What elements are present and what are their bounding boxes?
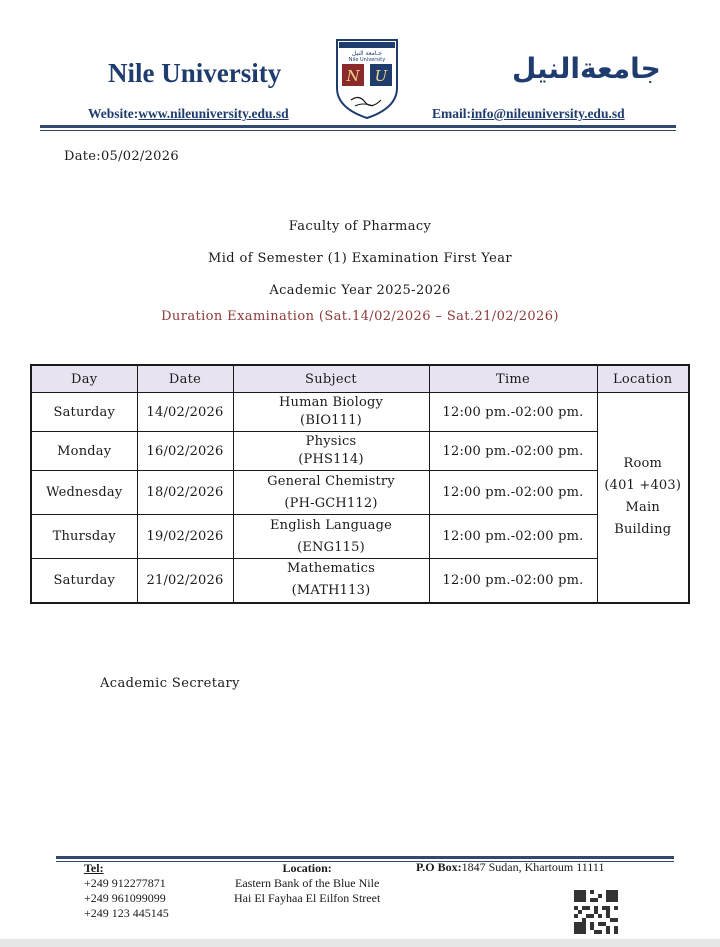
footer-location-block [234, 861, 380, 906]
academic-secretary-signature: Academic Secretary [100, 676, 240, 691]
header-time: Time [429, 365, 597, 393]
location-line: Room [623, 456, 663, 472]
subject-name: Physics [305, 434, 357, 449]
university-name-en: Nile University [108, 58, 282, 88]
phone-number: +249 961099099 [84, 891, 166, 905]
email-label: Email: [432, 106, 471, 121]
exam-duration: Duration Examination (Sat.14/02/2026 – Sat.21/02/2026) [161, 309, 559, 324]
cell-date: 18/02/2026 [137, 471, 233, 515]
email-line [432, 106, 625, 122]
cell-subject [233, 559, 429, 603]
cell-time: 12:00 pm.-02:00 pm. [429, 471, 597, 515]
crest-arabic-text: جـامعة النيل [351, 50, 383, 57]
subject-code: (MATH113) [291, 583, 371, 599]
university-crest-logo [333, 36, 401, 120]
website-link[interactable]: www.nileuniversity.edu.sd [138, 106, 289, 121]
website-label: Website: [88, 106, 139, 121]
pobox-label: P.O Box: [416, 860, 462, 874]
cell-day: Saturday [31, 393, 137, 432]
exam-schedule-table [30, 364, 690, 604]
cell-time: 12:00 pm.-02:00 pm. [429, 559, 597, 603]
cell-day: Thursday [31, 515, 137, 559]
table-row [31, 559, 689, 603]
footer-divider [56, 856, 674, 859]
location-address-line: Hai El Fayhaa El Eilfon Street [234, 891, 381, 905]
table-row [31, 393, 689, 432]
cell-time: 12:00 pm.-02:00 pm. [429, 432, 597, 471]
subject-code: (BIO111) [300, 413, 362, 428]
document-date: Date:05/02/2026 [64, 149, 179, 164]
cell-day: Monday [31, 432, 137, 471]
cell-date: 19/02/2026 [137, 515, 233, 559]
cell-date: 14/02/2026 [137, 393, 233, 432]
cell-subject [233, 432, 429, 471]
university-name-ar: جامعةالنيل [512, 52, 661, 85]
tel-label: Tel: [84, 861, 104, 875]
subject-name: English Language [269, 517, 393, 533]
academic-year: Academic Year 2025-2026 [269, 283, 451, 298]
location-address-line: Eastern Bank of the Blue Nile [235, 876, 380, 890]
cell-day: Saturday [31, 559, 137, 603]
exam-title: Mid of Semester (1) Examination First Year [207, 251, 513, 266]
subject-code: (PH-GCH112) [284, 495, 378, 511]
crest-english-text: Nile University [348, 57, 386, 63]
header-date: Date [137, 365, 233, 393]
location-line: Building [614, 522, 672, 538]
crest-letter-u: U [374, 67, 388, 85]
cell-date: 21/02/2026 [137, 559, 233, 603]
subject-name: Human Biology [278, 395, 384, 410]
website-line [88, 106, 289, 122]
table-row [31, 432, 689, 471]
bottom-edge-strip [0, 939, 720, 947]
header-subject: Subject [233, 365, 429, 393]
header-divider [40, 125, 676, 128]
footer-pobox [416, 860, 604, 875]
cell-location [597, 393, 689, 603]
header-day: Day [31, 365, 137, 393]
location-line: Main [625, 500, 660, 516]
phone-number: +249 912277871 [84, 876, 166, 890]
cell-subject [233, 471, 429, 515]
subject-name: Mathematics [287, 561, 375, 577]
table-row [31, 471, 689, 515]
cell-time: 12:00 pm.-02:00 pm. [429, 393, 597, 432]
location-label: Location: [282, 861, 332, 875]
subject-code: (ENG115) [297, 539, 365, 555]
cell-subject [233, 393, 429, 432]
qr-code-icon [574, 890, 618, 934]
faculty-title: Faculty of Pharmacy [288, 219, 432, 234]
pobox-value: 1847 Sudan, Khartoum 11111 [461, 860, 605, 874]
cell-day: Wednesday [31, 471, 137, 515]
header-location: Location [597, 365, 689, 393]
subject-name: General Chemistry [267, 473, 395, 489]
phone-number: +249 123 445145 [84, 906, 169, 920]
crest-letter-n: N [346, 67, 360, 85]
cell-time: 12:00 pm.-02:00 pm. [429, 515, 597, 559]
table-header-row [31, 365, 689, 393]
email-link[interactable]: info@nileuniversity.edu.sd [471, 106, 625, 121]
header-divider-thin [40, 130, 676, 131]
footer-tel-block [84, 861, 169, 921]
location-line: (401 +403) [604, 478, 682, 494]
cell-subject [233, 515, 429, 559]
subject-code: (PHS114) [298, 452, 364, 467]
cell-date: 16/02/2026 [137, 432, 233, 471]
table-row [31, 515, 689, 559]
